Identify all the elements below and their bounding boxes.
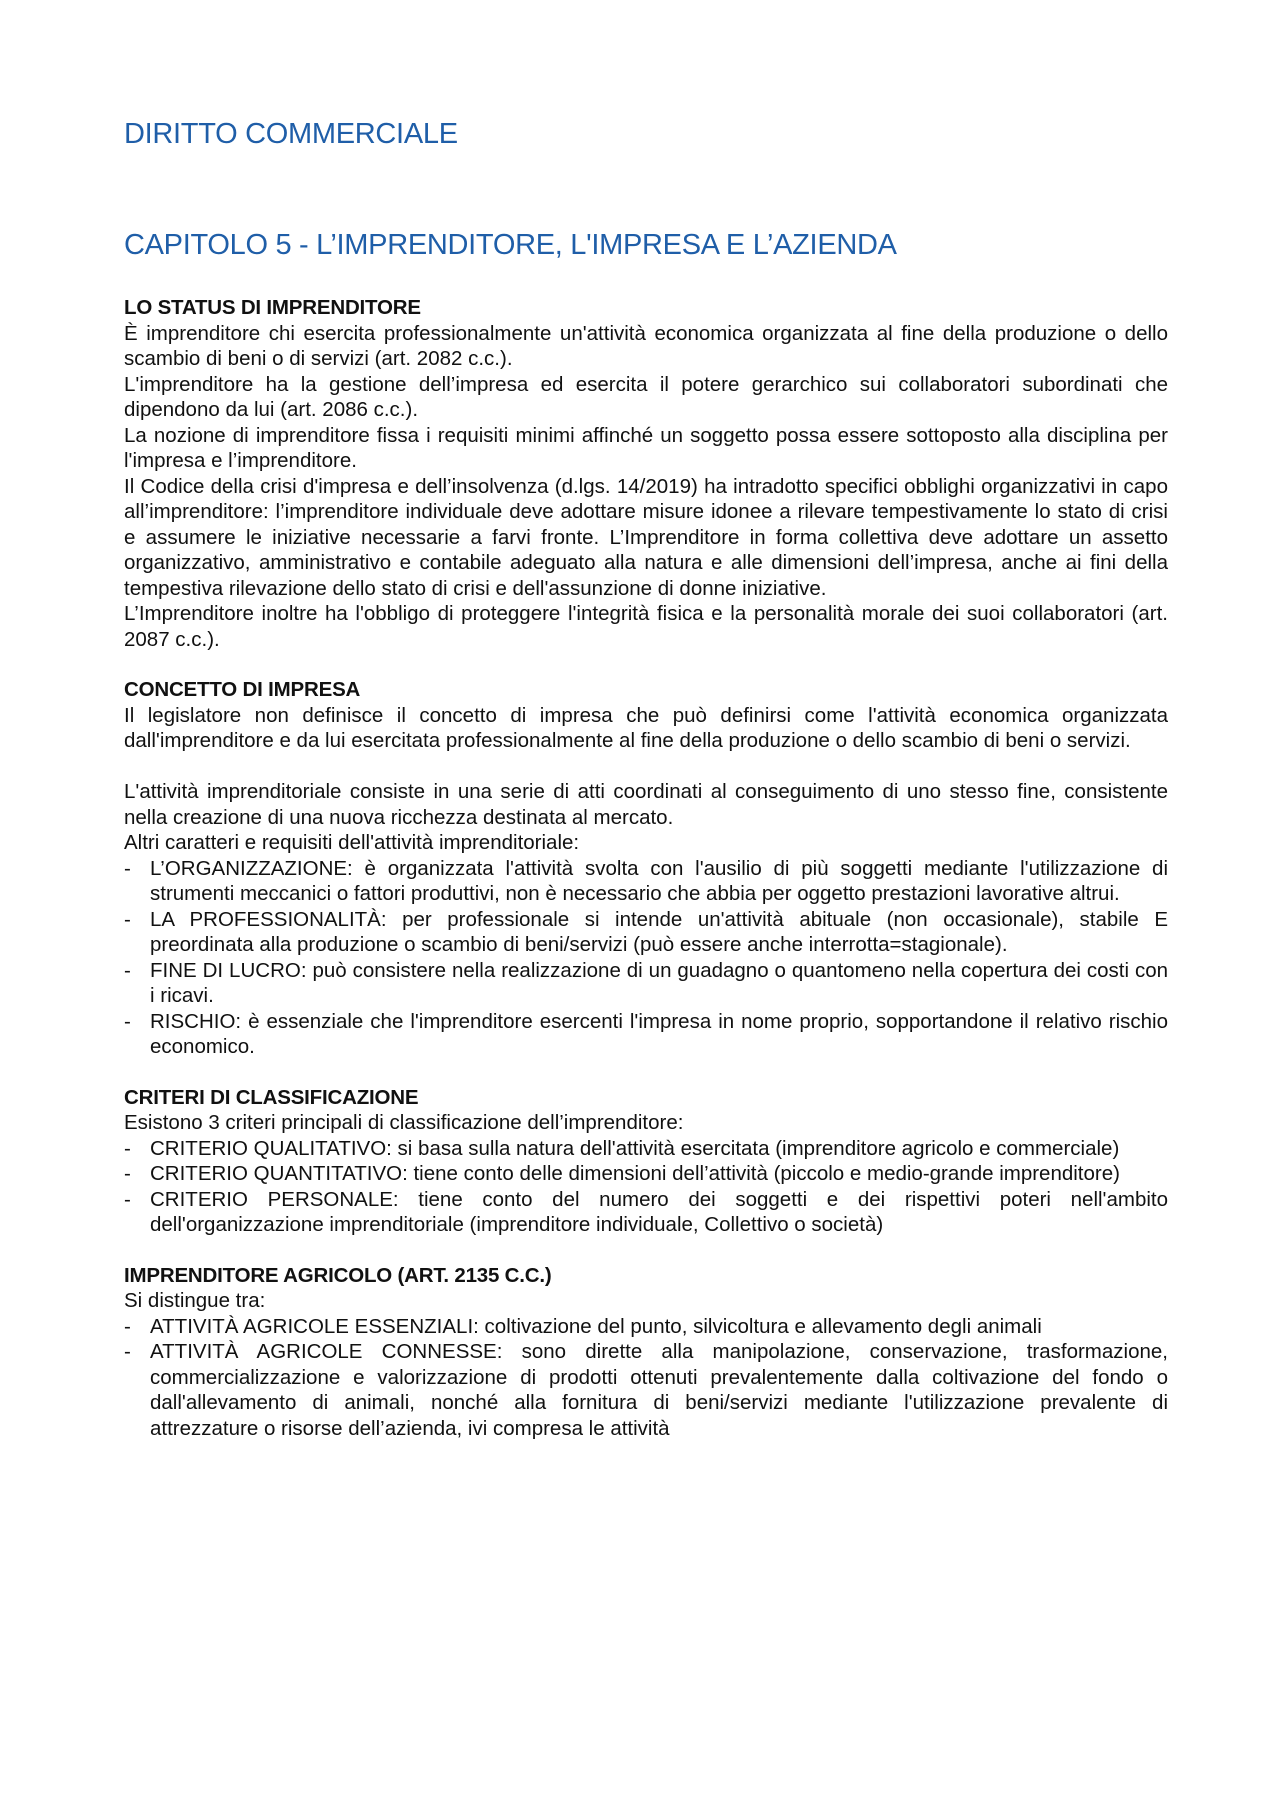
- list-item-text: LA PROFESSIONALITÀ: per professionale si intende un'attività abituale (non occasionale), stabile E preordinata alla produzione o scambio di beni/servizi (può essere anche interrotta=stagionale).: [150, 907, 1168, 956]
- list-item: [124, 1136, 1168, 1162]
- criteri-list: [124, 1136, 1168, 1238]
- list-item-text: ATTIVITÀ AGRICOLE ESSENZIALI: coltivazione del punto, silvicoltura e allevamento degli animali: [150, 1314, 1042, 1338]
- paragraph: Altri caratteri e requisiti dell'attività imprenditoriale:: [124, 831, 580, 854]
- list-item: [124, 1339, 1168, 1441]
- list-item: [124, 958, 1168, 1009]
- list-marker: -: [124, 907, 131, 931]
- list-marker: -: [124, 1009, 131, 1033]
- paragraph: Esistono 3 criteri principali di classificazione dell’imprenditore:: [124, 1111, 684, 1134]
- list-marker: -: [124, 1314, 131, 1338]
- section-heading: IMPRENDITORE AGRICOLO (ART. 2135 C.C.): [124, 1263, 552, 1287]
- list-item: [124, 856, 1168, 907]
- list-item-text: CRITERIO PERSONALE: tiene conto del numero dei soggetti e dei rispettivi poteri nell'ambito dell'organizzazione imprenditoriale (imprenditore individuale, Collettivo o società): [150, 1187, 1168, 1236]
- list-marker: -: [124, 1187, 131, 1211]
- paragraph: Si distingue tra:: [124, 1289, 266, 1312]
- section-criteri-classificazione: [124, 1085, 1168, 1238]
- section-heading: CONCETTO DI IMPRESA: [124, 678, 361, 701]
- list-item: [124, 1314, 1168, 1340]
- paragraph: Il Codice della crisi d'impresa e dell’insolvenza (d.lgs. 14/2019) ha intradotto specifici obblighi organizzativi in capo all’imprenditore: l’imprenditore individuale deve adottare misure idonee a rilevare tempestivamente lo stato di crisi e assumere le iniziative necessarie a farvi fronte. L’Imprenditore in forma collettiva deve adottare un assetto organizzativo, amministrativo e contabile adeguato alla natura e alle dimensioni dell’impresa, anche ai fini della tempestiva rilevazione dello stato di crisi e dell'assunzione di donne iniziative.: [124, 474, 1168, 600]
- list-item-text: L’ORGANIZZAZIONE: è organizzata l'attività svolta con l'ausilio di più soggetti mediante l'utilizzazione di strumenti meccanici o fattori produttivi, non è necessario che abbia per oggetto prestazioni lavorative altrui.: [150, 856, 1168, 905]
- paragraph: È imprenditore chi esercita professionalmente un'attività economica organizzata al fine della produzione o dello scambio di beni o di servizi (art. 2082 c.c.).: [124, 321, 1168, 370]
- section-heading: CRITERI DI CLASSIFICAZIONE: [124, 1085, 419, 1109]
- document-title: DIRITTO COMMERCIALE: [124, 118, 458, 150]
- paragraph: L’Imprenditore inoltre ha l'obbligo di proteggere l'integrità fisica e la personalità morale dei suoi collaboratori (art. 2087 c.c.).: [124, 602, 1168, 651]
- list-marker: -: [124, 856, 131, 880]
- list-item-text: ATTIVITÀ AGRICOLE CONNESSE: sono dirette alla manipolazione, conservazione, trasformazione, commercializzazione e valorizzazione di prodotti ottenuti prevalentemente dalla coltivazione del fondo o dall'allevamento di animali, nonché alla fornitura di beni/servizi mediante l'utilizzazione prevalente di attrezzature o risorse dell’azienda, ivi compresa le attività: [150, 1340, 1168, 1440]
- section-concetto-impresa: [124, 677, 1168, 1060]
- list-item: [124, 907, 1168, 958]
- list-marker: -: [124, 958, 131, 982]
- document-body: [124, 295, 1168, 1466]
- requisiti-list: [124, 856, 1168, 1060]
- list-marker: -: [124, 1162, 131, 1185]
- paragraph: L'imprenditore ha la gestione dell’impresa ed esercita il potere gerarchico sui collaboratori subordinati che dipendono da lui (art. 2086 c.c.).: [124, 372, 1168, 421]
- section-heading: LO STATUS DI IMPRENDITORE: [124, 296, 421, 319]
- list-item: [124, 1161, 1168, 1187]
- list-item: [124, 1009, 1168, 1060]
- section-imprenditore-agricolo: [124, 1263, 1168, 1442]
- list-item-text: RISCHIO: è essenziale che l'imprenditore esercenti l'impresa in nome proprio, sopportandone il relativo rischio economico.: [150, 1009, 1168, 1058]
- paragraph: Il legislatore non definisce il concetto di impresa che può definirsi come l'attività economica organizzata dall'imprenditore e da lui esercitata professionalmente al fine della produzione o dello scambio di beni o servizi.: [124, 703, 1168, 752]
- list-item-text: FINE DI LUCRO: può consistere nella realizzazione di un guadagno o quantomeno nella copertura dei costi con i ricavi.: [150, 958, 1168, 1007]
- chapter-title: CAPITOLO 5 - L’IMPRENDITORE, L'IMPRESA E L’AZIENDA: [124, 229, 897, 261]
- list-item-text: CRITERIO QUANTITATIVO: tiene conto delle dimensioni dell’attività (piccolo e medio-grande imprenditore): [150, 1162, 1120, 1185]
- list-item: [124, 1187, 1168, 1238]
- paragraph: La nozione di imprenditore fissa i requisiti minimi affinché un soggetto possa essere sottoposto alla disciplina per l'impresa e l’imprenditore.: [124, 423, 1168, 472]
- attivita-agricole-list: [124, 1314, 1168, 1442]
- section-status-imprenditore: [124, 295, 1168, 652]
- list-marker: -: [124, 1136, 131, 1160]
- paragraph: L'attività imprenditoriale consiste in una serie di atti coordinati al conseguimento di uno stesso fine, consistente nella creazione di una nuova ricchezza destinata al mercato.: [124, 780, 1168, 829]
- list-marker: -: [124, 1340, 131, 1363]
- list-item-text: CRITERIO QUALITATIVO: si basa sulla natura dell'attività esercitata (imprenditore agricolo e commerciale): [150, 1136, 1120, 1160]
